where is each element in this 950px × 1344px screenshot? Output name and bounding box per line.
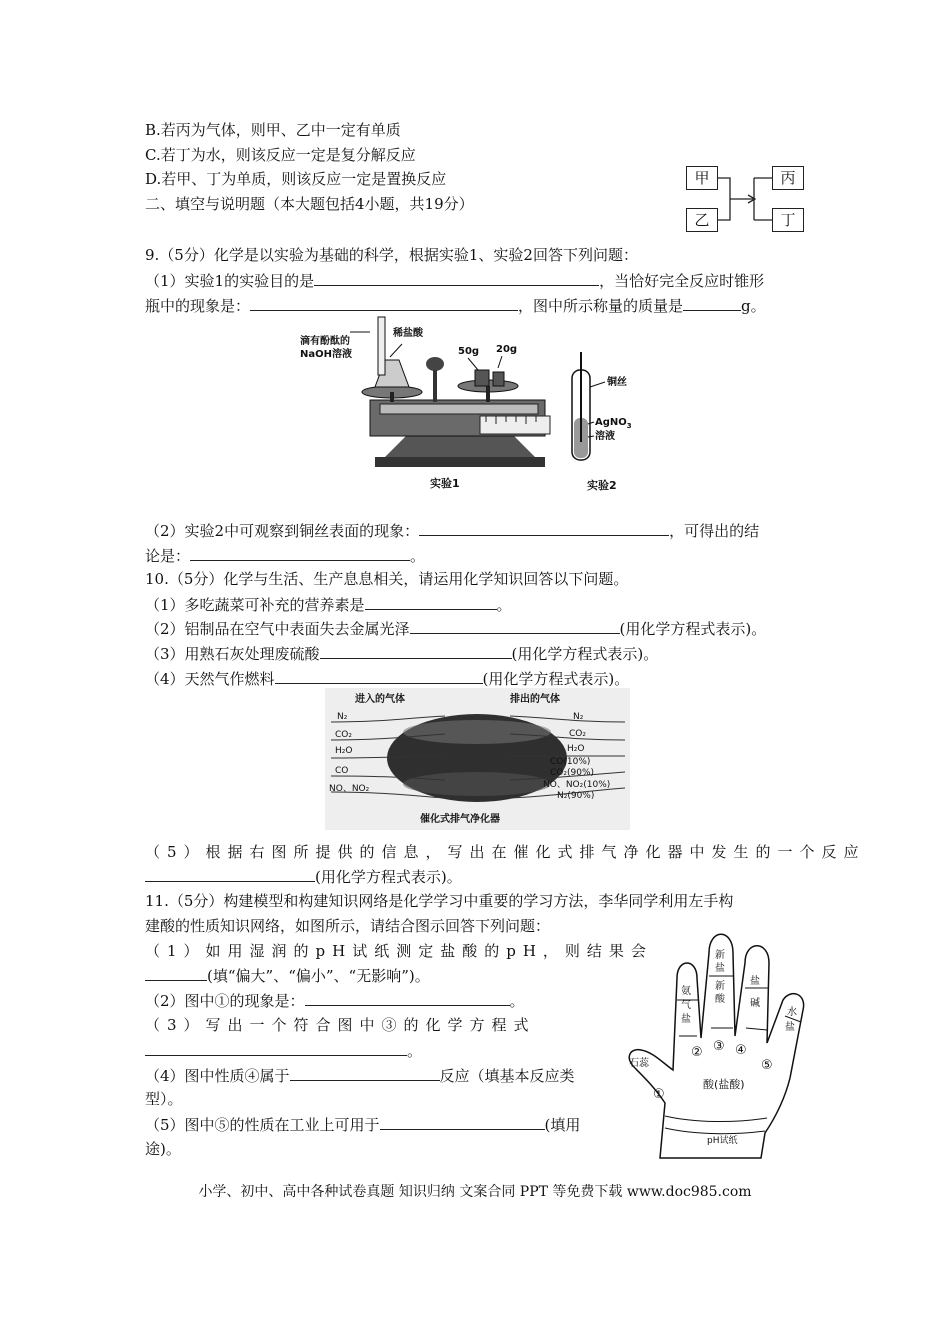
answer-blank[interactable] <box>275 669 483 684</box>
hand-label-f3b: 碱 <box>750 998 760 1009</box>
caption-exp2: 实验2 <box>587 479 617 492</box>
in-gas-n2: N₂ <box>337 712 348 722</box>
q10-part2: （2）铝制品在空气中表面失去金属光泽 (用化学方程式表示)。 <box>145 620 767 638</box>
q8-option-b: B.若丙为气体，则甲、乙中一定有单质 <box>145 121 401 139</box>
label-hcl: 稀盐酸 <box>393 328 423 339</box>
answer-blank[interactable] <box>320 644 512 659</box>
hand-label-f1a: 氨 <box>681 986 691 997</box>
out-gas-n2: N₂ <box>573 712 584 722</box>
answer-blank[interactable] <box>290 1066 440 1081</box>
hand-label-f4b: 盐 <box>785 1022 795 1033</box>
out-gas-co2: CO₂ <box>569 729 586 739</box>
reaction-arrows <box>718 166 774 236</box>
q9-part2-line2: 论是： 。 <box>145 547 426 565</box>
label-naoh-2: NaOH溶液 <box>300 349 352 360</box>
in-gas-co2: CO₂ <box>335 730 352 740</box>
hand-diagram <box>625 918 810 1166</box>
q8-option-d: D.若甲、丁为单质，则该反应一定是置换反应 <box>145 170 447 188</box>
q11-part3-line1: （3）写出一个符合图中③的化学方程式 <box>145 1016 536 1034</box>
hand-num-3: ③ <box>713 1039 725 1054</box>
hand-palm-label: 酸(盐酸) <box>703 1078 745 1091</box>
answer-blank[interactable] <box>305 991 510 1006</box>
box-yi: 乙 <box>686 208 718 232</box>
hand-label-f1b: 气 <box>681 1000 691 1011</box>
q11-part2: （2）图中①的现象是： 。 <box>145 992 525 1010</box>
caption-exp1: 实验1 <box>430 477 460 490</box>
in-gas-title: 进入的气体 <box>355 694 405 705</box>
converter-caption: 催化式排气净化器 <box>420 814 500 825</box>
label-copper-wire: 铜丝 <box>607 377 627 388</box>
hand-num-4: ④ <box>735 1043 747 1058</box>
out-gas-co-10: CO(10%) <box>550 757 591 767</box>
answer-blank[interactable] <box>145 1041 407 1056</box>
box-ding: 丁 <box>772 208 804 232</box>
q9-part2-line1: （2）实验2中可观察到铜丝表面的现象： ，可得出的结 <box>145 522 760 540</box>
q10-part5-line1: （5）根据右图所提供的信息，写出在催化式排气净化器中发生的一个反应 <box>145 843 866 861</box>
label-solution: 溶液 <box>595 431 615 442</box>
out-gas-nox-10: NO、NO₂(10%) <box>543 780 611 790</box>
q11-stem-line1: 11.（5分）构建模型和构建知识网络是化学学习中重要的学习方法，李华同学利用左手构 <box>145 892 734 910</box>
answer-blank[interactable] <box>683 296 741 311</box>
q11-part1-line2: (填“偏大”、“偏小”、“无影响”)。 <box>145 966 430 985</box>
label-agno3: AgNO$_3$ <box>595 417 632 430</box>
label-20g: 20g <box>496 344 518 355</box>
hand-label-f2a: 新 <box>715 950 725 961</box>
page-footer: 小学、初中、高中各种试卷真题 知识归纳 文案合同 PPT 等免费下载 www.doc985.com <box>198 1184 752 1200</box>
hand-label-f2c: 新 <box>715 981 725 992</box>
q10-stem: 10.（5分）化学与生活、生产息息相关，请运用化学知识回答以下问题。 <box>145 570 629 588</box>
q11-part4-line2: 型）。 <box>145 1090 183 1108</box>
q9-stem: 9.（5分）化学是以实验为基础的科学，根据实验1、实验2回答下列问题： <box>145 246 638 264</box>
hand-label-f4a: 水 <box>787 1007 797 1018</box>
experiment-figure <box>290 312 670 502</box>
q9-part1-line2: 瓶中的现象是： ，图中所示称量的质量是 g。 <box>145 297 766 315</box>
in-gas-nox: NO、NO₂ <box>329 784 370 794</box>
catalytic-converter-figure <box>325 688 630 830</box>
q11-part5-line2: 途)。 <box>145 1140 181 1158</box>
out-gas-co2-90: CO₂(90%) <box>550 768 595 778</box>
box-jia: 甲 <box>686 166 718 190</box>
q10-part3: （3）用熟石灰处理废硫酸 (用化学方程式表示)。 <box>145 645 659 663</box>
hand-num-5: ⑤ <box>761 1058 773 1073</box>
answer-blank[interactable] <box>380 1115 545 1130</box>
hand-num-1: ① <box>653 1087 665 1102</box>
answer-blank[interactable] <box>145 966 207 981</box>
q8-option-c: C.若丁为水，则该反应一定是复分解反应 <box>145 146 416 164</box>
hand-label-f1c: 盐 <box>681 1014 691 1025</box>
box-bing: 丙 <box>772 166 804 190</box>
in-gas-h2o: H₂O <box>335 746 353 756</box>
answer-blank[interactable] <box>365 595 497 610</box>
q11-part3-line2: 。 <box>145 1041 422 1060</box>
q10-part4: （4）天然气作燃料 (用化学方程式表示)。 <box>145 670 630 688</box>
label-50g: 50g <box>458 346 480 357</box>
out-gas-title: 排出的气体 <box>510 694 560 705</box>
hand-label-f3a: 盐 <box>750 976 760 987</box>
hand-label-thumb: 石蕊 <box>629 1058 649 1069</box>
answer-blank[interactable] <box>145 867 315 882</box>
answer-blank[interactable] <box>250 296 518 311</box>
answer-blank[interactable] <box>314 271 599 286</box>
q11-part4-line1: （4）图中性质④属于 反应（填基本反应类 <box>145 1067 575 1085</box>
q11-part1-line1: （1）如用湿润的pH试纸测定盐酸的pH，则结果会 <box>145 942 653 960</box>
hand-num-2: ② <box>691 1045 703 1060</box>
q10-part5-line2: (用化学方程式表示)。 <box>145 867 462 886</box>
label-naoh-1: 滴有酚酞的 <box>300 336 350 347</box>
answer-blank[interactable] <box>410 619 620 634</box>
hand-label-f2d: 酸 <box>715 994 725 1005</box>
answer-blank[interactable] <box>190 546 410 561</box>
hand-label-f2b: 盐 <box>715 963 725 974</box>
out-gas-h2o: H₂O <box>567 744 585 754</box>
q11-part5-line1: （5）图中⑤的性质在工业上可用于 (填用 <box>145 1116 581 1134</box>
q10-part1: （1）多吃蔬菜可补充的营养素是 。 <box>145 596 512 614</box>
hand-wrist-label: pH试纸 <box>707 1136 738 1146</box>
q9-part1-line1: （1）实验1的实验目的是 ，当恰好完全反应时锥形 <box>145 272 765 290</box>
answer-blank[interactable] <box>419 521 669 536</box>
section-2-heading: 二、填空与说明题（本大题包括4小题，共19分） <box>145 195 474 213</box>
q11-stem-line2: 建酸的性质知识网络，如图所示，请结合图示回答下列问题： <box>145 917 551 935</box>
out-gas-n2-90: N₂(90%) <box>557 791 595 801</box>
in-gas-co: CO <box>335 766 349 776</box>
